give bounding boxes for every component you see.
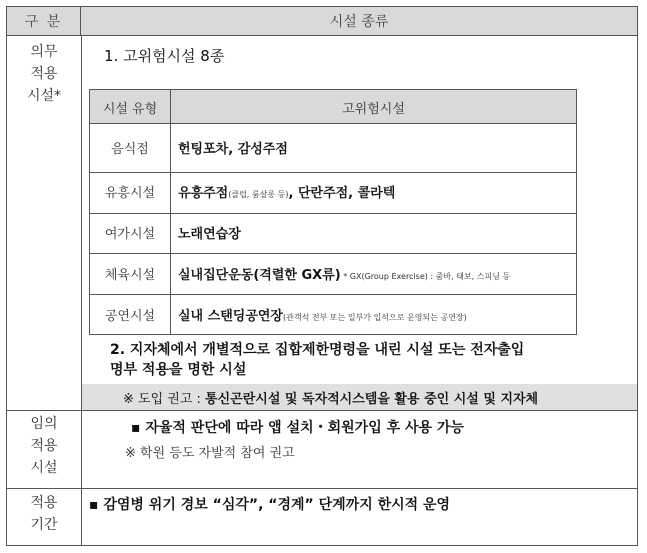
table-row-type: 음식점 [111,142,149,157]
table-row-facility: 실내집단운동(격렬한 GX류) * GX(Group Exercise) : 줌바, 태보, 스피닝 등 [178,268,511,283]
col-header-type: 시설 유형 [102,102,158,117]
col-header-facility: 고위험시설 [342,102,405,117]
table-row-facility: 유흥주점(클럽, 룸살롱 등), 단란주점, 콜라텍 [178,186,396,201]
row-divider-1 [7,410,637,411]
table-row-facility: 헌팅포차, 감성주점 [178,142,288,157]
item2-line1: 2. 지자체에서 개별적으로 집합제한명령을 내린 시설 또는 전자출입 [110,342,525,358]
table-header [7,7,637,36]
table-row-type: 체육시설 [104,268,156,283]
voluntary-line1: ▪ 자율적 판단에 따라 앱 설치・회원가입 후 사용 가능 [131,420,464,436]
table-row-type: 공연시설 [104,309,156,324]
voluntary-label: 임의 적용 시설 [30,416,58,476]
period-text: ▪ 감염병 위기 경보 “심각”, “경계” 단계까지 한시적 운영 [89,497,451,513]
column-divider [81,35,82,545]
table-row-type: 유흥시설 [104,186,156,201]
item1-title: 1. 고위험시설 8종 [104,47,225,65]
voluntary-line2: ※ 학원 등도 자발적 참여 권고 [125,446,295,461]
row-divider-2 [7,488,637,489]
high-risk-table [89,89,577,335]
period-label: 적용 기간 [30,495,58,533]
inner-column-divider [170,90,171,334]
table-row-facility: 실내 스탠딩공연장(관객석 전부 또는 일부가 입석으로 운영되는 공연장) [178,309,467,324]
header-category: 구 분 [7,7,81,35]
mandatory-label: 의무 적용 시설* [26,44,62,104]
item2-line2: 명부 적용을 명한 시설 [110,362,247,378]
header-type: 시설 종류 [329,14,389,30]
table-row-facility: 노래연습장 [178,227,241,242]
recommend-note: ※ 도입 권고 : 통신곤란시설 및 독자적시스템을 활용 중인 시설 및 지자체 [123,392,539,407]
table-row-type: 여가시설 [104,227,156,242]
facility-table [6,6,638,546]
